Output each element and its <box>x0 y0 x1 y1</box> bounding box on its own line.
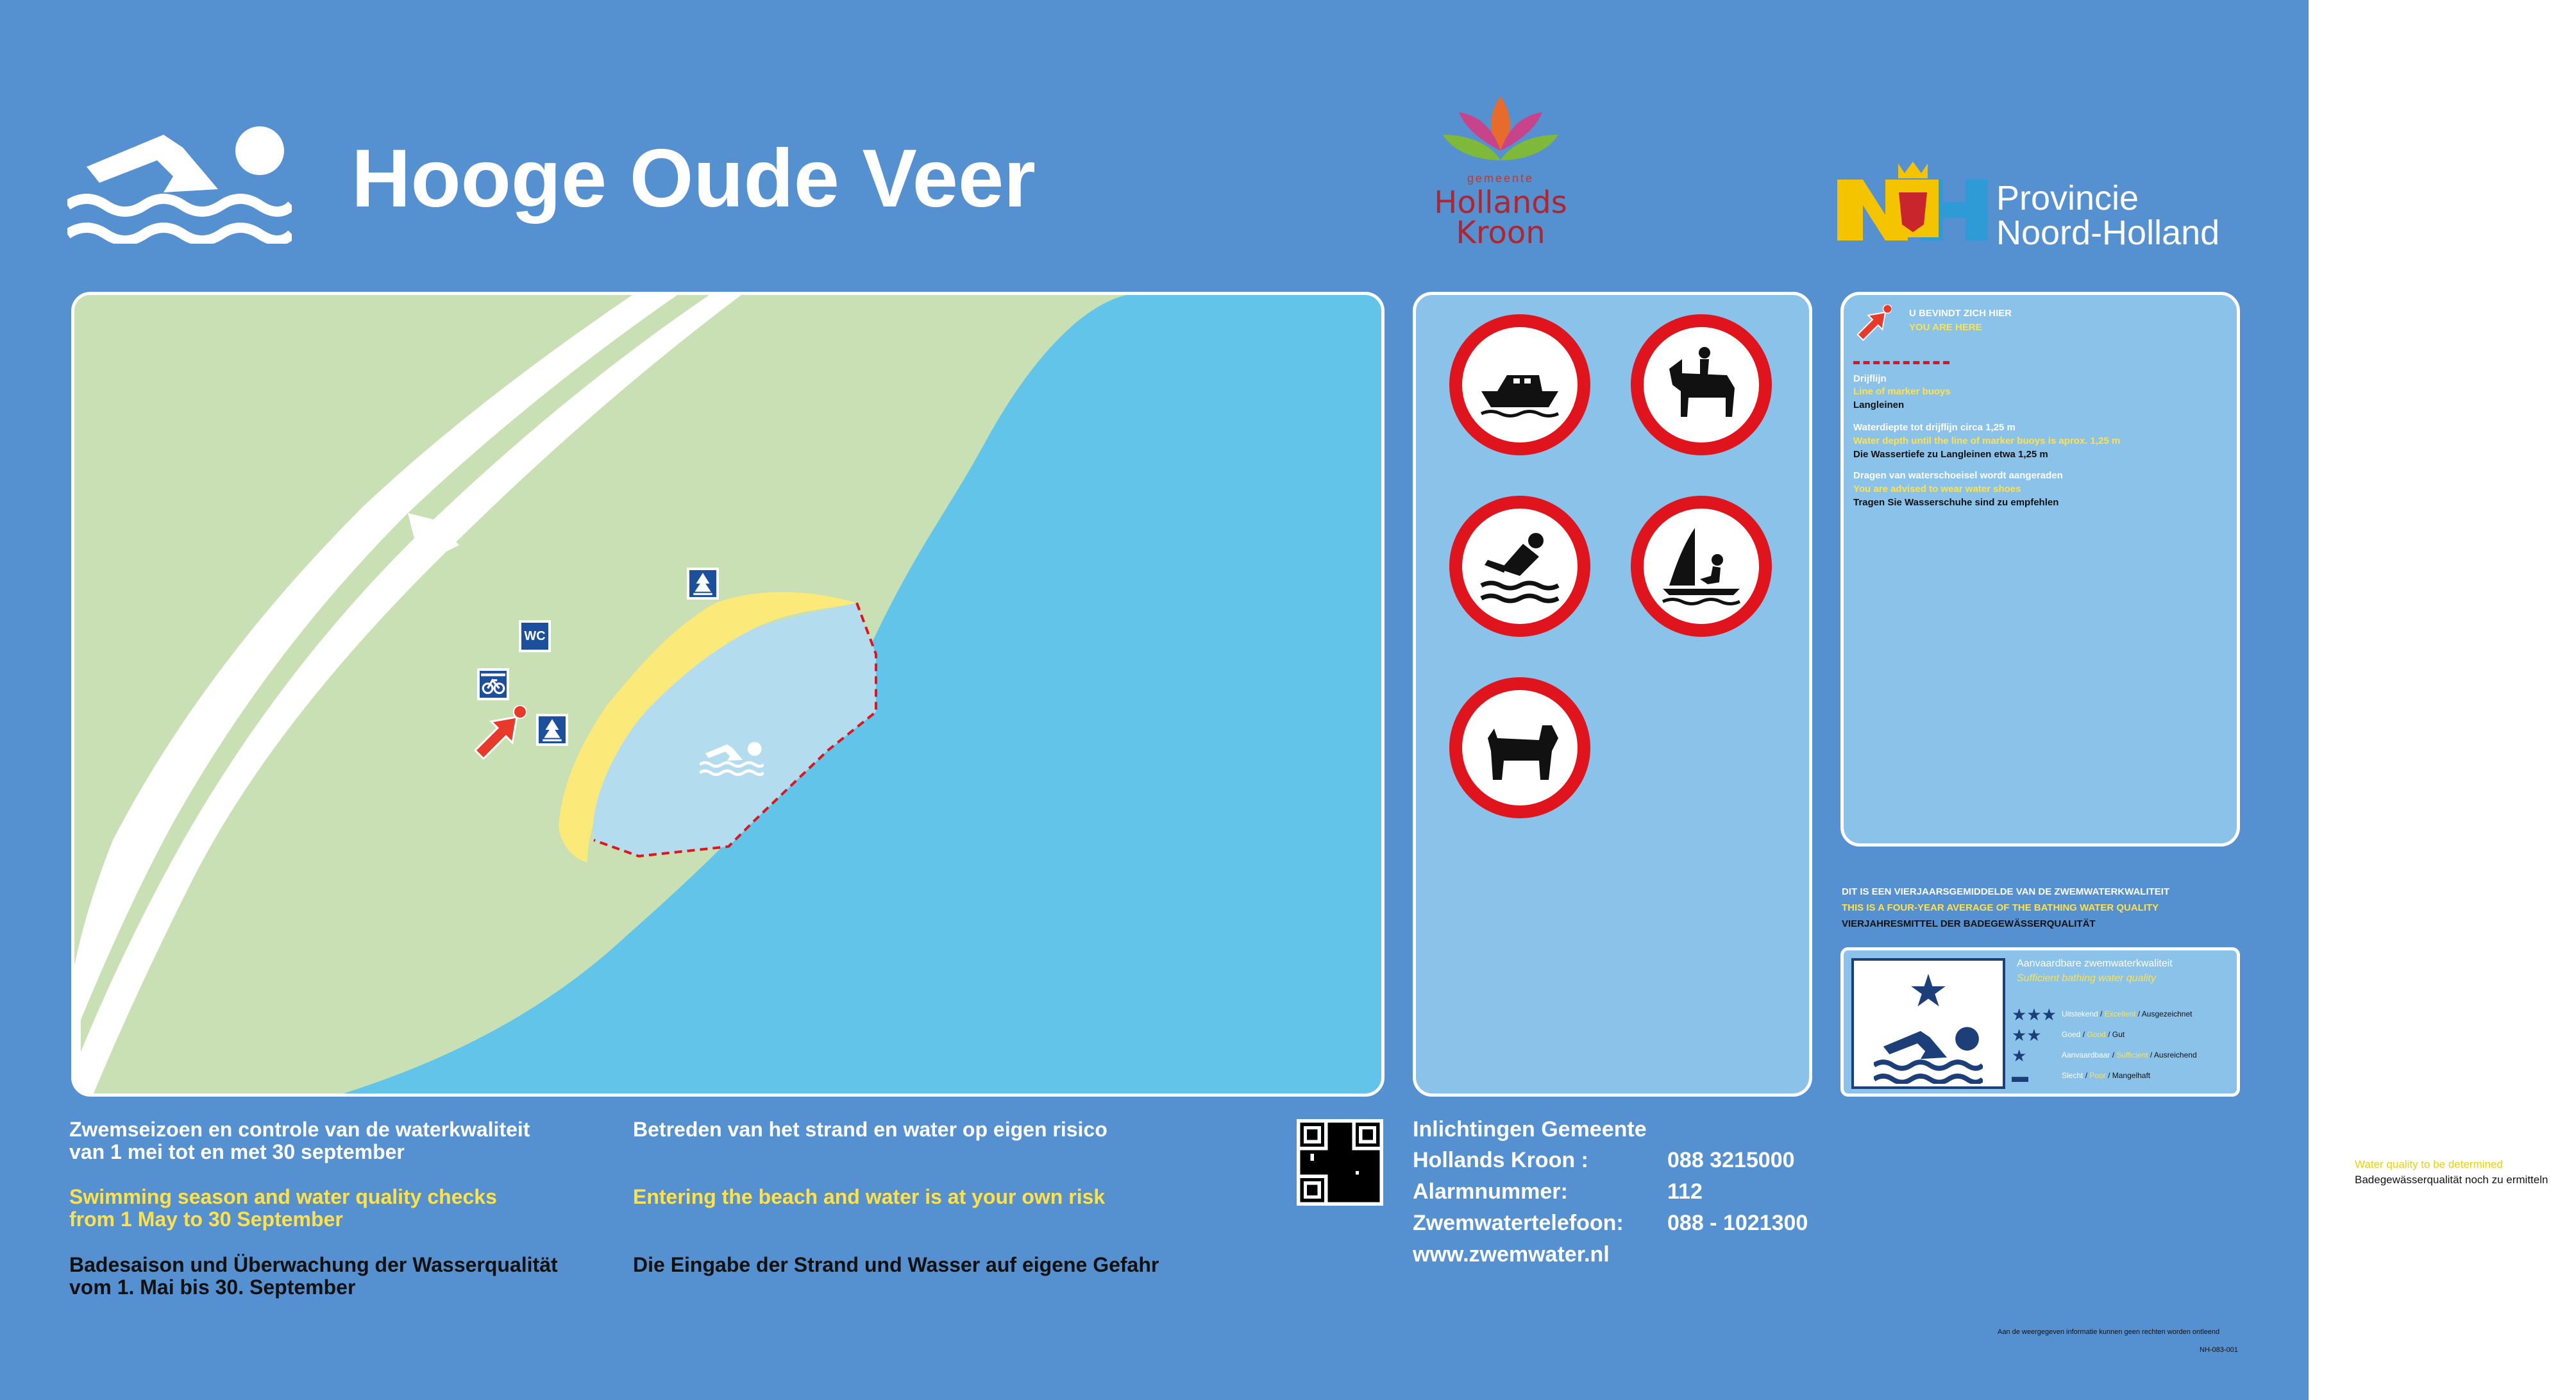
municipality-name-line2: Kroon <box>1456 215 1545 251</box>
wc-icon: WC <box>519 620 551 652</box>
average-note-de: VIERJAHRESMITTEL DER BADEGEWÄSSERQUALITÄT <box>1842 918 2096 929</box>
season-de-line1: Badesaison und Überwachung der Wasserqualität <box>69 1253 558 1276</box>
depth-de: Die Wassertiefe zu Langleinen etwa 1,25 m <box>1853 449 2048 460</box>
rating-de: Ausgezeichnet <box>2141 1009 2193 1018</box>
rating-nl: Slecht <box>2062 1071 2084 1080</box>
outside-note-en: Water quality to be determined <box>2355 1158 2503 1170</box>
no-windsurfing-icon <box>1631 496 1772 637</box>
risk-de: Die Eingabe der Strand und Wasser auf eigene Gefahr <box>633 1253 1159 1276</box>
rating-sep: / <box>2083 1071 2090 1080</box>
quality-rating-stars: ▬ <box>2012 1067 2028 1086</box>
water-quality-panel <box>1840 947 2240 1097</box>
quality-rating-stars: ★ <box>2012 1046 2027 1065</box>
rating-en: Poor <box>2089 1071 2106 1080</box>
no-motorboats-icon <box>1449 314 1590 455</box>
page-title: Hooge Oude Veer <box>351 133 1036 224</box>
you-are-here-arrow-icon <box>469 705 526 763</box>
rating-nl: Goed <box>2062 1030 2081 1039</box>
rating-de: Gut <box>2112 1030 2125 1039</box>
rating-sep: / <box>2080 1030 2087 1039</box>
depth-nl: Waterdiepte tot drijflijn circa 1,25 m <box>1853 422 2016 433</box>
beach-map <box>71 292 1385 1097</box>
buoy-line-nl: Drijflijn <box>1853 373 1887 384</box>
swimmer-icon <box>700 739 764 779</box>
province-name-line2: Noord-Holland <box>1996 214 2220 252</box>
risk-nl: Betreden van het strand en water op eigen risico <box>633 1118 1107 1141</box>
no-dogs-icon <box>1449 677 1590 818</box>
picnic-icon <box>536 714 568 746</box>
shoes-en: You are advised to wear water shoes <box>1853 484 2021 494</box>
contact-label: Alarmnummer: <box>1413 1179 1568 1204</box>
quality-title-en: Sufficient bathing water quality <box>2017 973 2157 984</box>
contact-value: 112 <box>1667 1179 1703 1204</box>
rating-sep: / <box>2105 1030 2112 1039</box>
disclaimer: Aan de weergegeven informatie kunnen geen rechten worden ontleend <box>1998 1328 2220 1336</box>
contact-label: Zwemwatertelefoon: <box>1413 1211 1624 1235</box>
rating-nl: Aanvaardbaar <box>2062 1050 2110 1059</box>
prohibition-panel <box>1413 292 1812 1097</box>
rating-de: Mangelhaft <box>2112 1071 2151 1080</box>
depth-en: Water depth until the line of marker buoys is aprox. 1,25 m <box>1853 435 2121 446</box>
season-en-line2: from 1 May to 30 September <box>69 1208 343 1231</box>
season-nl-line1: Zwemseizoen en controle van de waterkwaliteit <box>69 1118 530 1141</box>
season-de-line2: vom 1. Mai bis 30. September <box>69 1276 356 1299</box>
quality-rating-label <box>2062 1050 2197 1059</box>
no-horses-icon <box>1631 314 1772 455</box>
shoes-de: Tragen Sie Wasserschuhe sind zu empfehlen <box>1853 497 2059 508</box>
rating-nl: Uitstekend <box>2062 1009 2098 1018</box>
star-icon: ★ <box>1908 966 1949 1016</box>
average-note-nl: DIT IS EEN VIERJAARSGEMIDDELDE VAN DE ZWEMWATERKWALITEIT <box>1842 886 2170 897</box>
quality-rating-label <box>2062 1071 2150 1080</box>
website-link[interactable]: www.zwemwater.nl <box>1413 1242 1610 1267</box>
risk-en: Entering the beach and water is at your own risk <box>633 1185 1106 1208</box>
hollands-kroon-logo <box>1430 90 1571 251</box>
quality-rating-label <box>2062 1030 2125 1039</box>
qr-code-icon[interactable] <box>1297 1119 1383 1206</box>
rating-en: Sufficient <box>2116 1050 2148 1059</box>
rating-de: Ausreichend <box>2153 1050 2197 1059</box>
legend-panel <box>1840 292 2240 847</box>
buoy-line-icon <box>1853 361 1949 367</box>
swimmer-quality-icon <box>1874 1025 1983 1084</box>
province-logo <box>1837 160 2254 250</box>
quality-rating-stars: ★★ <box>2012 1025 2042 1045</box>
outside-note-de: Badegewässerqualität noch zu ermitteln <box>2355 1174 2548 1186</box>
swimmer-logo-icon <box>67 122 292 244</box>
rating-en: Good <box>2087 1030 2106 1039</box>
you-are-here-nl: U BEVINDT ZICH HIER <box>1909 308 2012 319</box>
bike-parking-icon <box>477 668 509 700</box>
quality-badge <box>1851 958 2005 1089</box>
info-title: Inlichtingen Gemeente <box>1413 1117 1647 1142</box>
rating-sep: / <box>2098 1009 2105 1018</box>
you-are-here-legend-icon <box>1853 305 1892 343</box>
shoes-nl: Dragen van waterschoeisel wordt aangeraden <box>1853 470 2063 481</box>
rating-en: Excellent <box>2104 1009 2136 1018</box>
buoy-line-de: Langleinen <box>1853 400 1905 410</box>
rating-sep: / <box>2105 1071 2112 1080</box>
average-note-en: THIS IS A FOUR-YEAR AVERAGE OF THE BATHING WATER QUALITY <box>1842 902 2159 913</box>
quality-rating-stars: ★★★ <box>2012 1005 2057 1024</box>
rating-sep: / <box>2135 1009 2142 1018</box>
picnic-icon <box>687 568 719 600</box>
municipality-small-label: gemeente <box>1467 172 1535 185</box>
rating-sep: / <box>2148 1050 2154 1059</box>
you-are-here-en: YOU ARE HERE <box>1909 322 1982 333</box>
contact-value: 088 3215000 <box>1667 1148 1795 1172</box>
flower-icon <box>1430 90 1571 173</box>
quality-rating-label <box>2062 1009 2193 1018</box>
season-nl-line2: van 1 mei tot en met 30 september <box>69 1140 405 1163</box>
contact-value: 088 - 1021300 <box>1667 1211 1808 1235</box>
no-diving-icon <box>1449 496 1590 637</box>
rating-sep: / <box>2110 1050 2117 1059</box>
quality-title-nl: Aanvaardbare zwemwaterkwaliteit <box>2017 958 2173 969</box>
province-crest-icon <box>1837 160 1991 244</box>
buoy-line-en: Line of marker buoys <box>1853 386 1951 397</box>
municipality-name-line1: Hollands <box>1434 185 1567 221</box>
map-drawing <box>74 295 1381 1093</box>
sign-code: NH-083-001 <box>2200 1346 2238 1354</box>
contact-label: Hollands Kroon : <box>1413 1148 1588 1172</box>
season-en-line1: Swimming season and water quality checks <box>69 1185 497 1208</box>
province-name-line1: Provincie <box>1996 179 2139 217</box>
